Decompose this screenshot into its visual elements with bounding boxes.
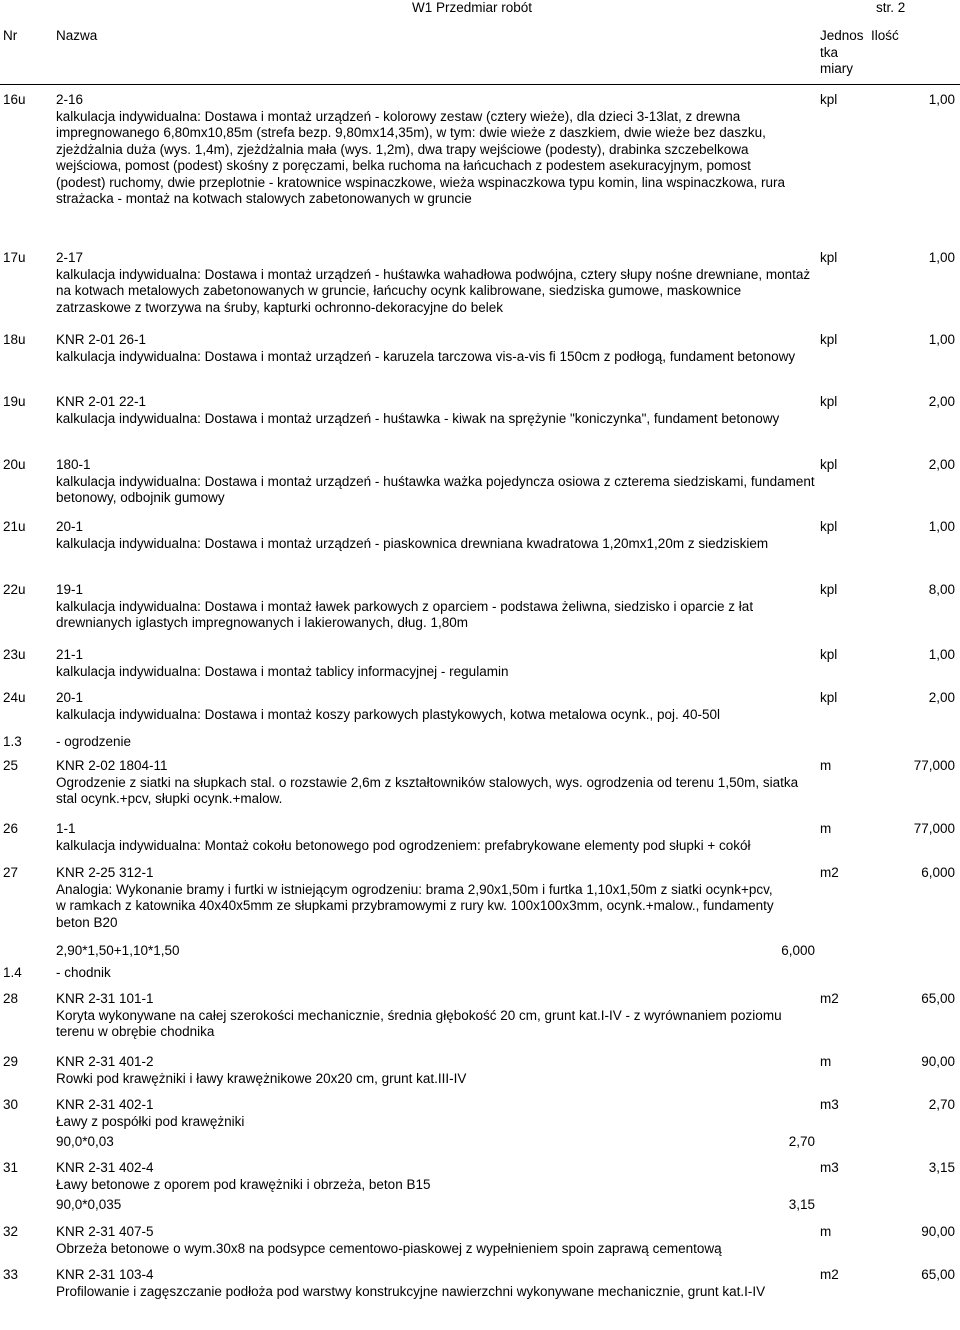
section-title: - chodnik xyxy=(56,965,111,980)
row-divider xyxy=(0,1259,960,1260)
document-title: W1 Przedmiar robót xyxy=(412,0,533,15)
item-description: kalkulacja indywidualna: Dostawa i montaż urządzeń - karuzela tarczowa vis-a-vis fi 150cm z podłogą, fundament betonowy xyxy=(56,348,796,364)
item-unit: kpl xyxy=(820,582,838,597)
item-description: kalkulacja indywidualna: Dostawa i montaż urządzeń - huśtawka wahadłowa podwójna, cztery słupy nośne drewniane, montaż na kotwach metalowych zabetonowanych w gruncie, łańcuchy ocynk kalibrowane, siedziska gumowe, maskownice zatrzaskowe z tworzywa na śruby, kapturki ochronno-dekoracyjne do belek xyxy=(56,266,811,315)
item-description: Ławy z pospółki pod krawężniki xyxy=(56,1113,245,1129)
item-quantity: 1,00 xyxy=(928,519,955,534)
calculation-value: 6,000 xyxy=(781,943,815,958)
item-unit: m2 xyxy=(820,991,839,1006)
row-divider xyxy=(0,84,960,85)
item-code: 21-1 xyxy=(56,647,84,662)
item-description: kalkulacja indywidualna: Montaż cokołu betonowego pod ogrodzeniem: prefabrykowane elementy pod słupki + cokół xyxy=(56,837,751,853)
row-divider xyxy=(0,242,960,243)
item-unit: m2 xyxy=(820,1267,839,1282)
item-code: 20-1 xyxy=(56,690,84,705)
row-divider xyxy=(0,813,960,814)
item-number: 21u xyxy=(3,519,26,534)
calculation-formula: 2,90*1,50+1,10*1,50 xyxy=(56,943,180,958)
row-divider xyxy=(0,449,960,450)
item-code: KNR 2-31 402-4 xyxy=(56,1160,154,1175)
item-number: 24u xyxy=(3,690,26,705)
item-description: kalkulacja indywidualna: Dostawa i montaż urządzeń - piaskownica drewniana kwadratowa 1,20mx1,20m z siedziskiem xyxy=(56,535,769,551)
item-number: 20u xyxy=(3,457,26,472)
item-unit: m xyxy=(820,1054,832,1069)
calculation-value: 2,70 xyxy=(788,1134,815,1149)
item-code: KNR 2-31 402-1 xyxy=(56,1097,154,1112)
item-unit: m xyxy=(820,821,832,836)
item-code: KNR 2-02 1804-11 xyxy=(56,758,168,773)
item-unit: kpl xyxy=(820,250,838,265)
item-quantity: 2,00 xyxy=(928,394,955,409)
item-quantity: 65,00 xyxy=(921,991,955,1006)
row-divider xyxy=(0,1152,960,1153)
item-number: 17u xyxy=(3,250,26,265)
item-description: kalkulacja indywidualna: Dostawa i montaż urządzeń - kolorowy zestaw (cztery wieże), dla dzieci 3-13lat, z drewna impregnowanego 6,80mx10,85m (strefa bezp. 9,80mx14,35m), w tym: dwie wieże z daszkiem, dwie wieże bez daszku, zjeżdżalnia duża (wys. 1,4m), zjeżdżalnia mała (wys. 1,2m), dwa trapy wejściowe (podesty), drabinka szczebelkowa wejściowa, pomost (podest) skośny z poręczami, belka ruchoma na łańcuchach z podestem asekuracyjnym, pomost (podest) ruchomy, dwie przeplotnie - kratownice wspinaczkowe, wieża wspinaczkowa typu komin, lina wspinaczkowa, rura strażacka - montaż na kotwach stalowych zabetonowanych w gruncie xyxy=(56,108,786,206)
item-number: 23u xyxy=(3,647,26,662)
item-unit: kpl xyxy=(820,519,838,534)
item-unit: m3 xyxy=(820,1097,839,1112)
item-description: Profilowanie i zagęszczanie podłoża pod warstwy konstrukcyjne nawierzchni wykonywane mechanicznie, grunt kat.I-IV xyxy=(56,1283,766,1299)
item-quantity: 77,000 xyxy=(913,821,955,836)
item-unit: kpl xyxy=(820,647,838,662)
row-divider xyxy=(0,639,960,640)
item-number: 29 xyxy=(3,1054,19,1069)
item-quantity: 65,00 xyxy=(921,1267,955,1282)
item-quantity: 8,00 xyxy=(928,582,955,597)
column-header-unit: Jednos tka miary xyxy=(820,28,864,76)
item-quantity: 77,000 xyxy=(913,758,955,773)
item-code: KNR 2-31 101-1 xyxy=(56,991,154,1006)
item-number: 16u xyxy=(3,92,26,107)
row-divider xyxy=(0,682,960,683)
item-number: 18u xyxy=(3,332,26,347)
column-header-nr: Nr xyxy=(3,28,18,43)
item-code: KNR 2-01 26-1 xyxy=(56,332,147,347)
row-divider xyxy=(0,511,960,512)
item-code: 1-1 xyxy=(56,821,76,836)
calculation-formula: 90,0*0,035 xyxy=(56,1197,122,1212)
item-number: 26 xyxy=(3,821,19,836)
item-description: kalkulacja indywidualna: Dostawa i montaż urządzeń - huśtawka - kiwak na sprężynie "koniczynka", fundament betonowy xyxy=(56,410,780,426)
section-number: 1.3 xyxy=(3,734,22,749)
item-number: 32 xyxy=(3,1224,19,1239)
item-code: KNR 2-31 407-5 xyxy=(56,1224,154,1239)
item-description: Analogia: Wykonanie bramy i furtki w istniejącym ogrodzeniu: brama 2,90x1,50m i furtka 1,10x1,50m z siatki ocynk+pcv, w ramkach z katownika 40x40x5mm ze słupkami przybramowymi z rury kw. 100x100x3mm, ocynk.+malow., fundamenty beton B20 xyxy=(56,881,774,930)
item-number: 31 xyxy=(3,1160,19,1175)
item-description: Ławy betonowe z oporem pod krawężniki i obrzeża, beton B15 xyxy=(56,1176,431,1192)
item-code: 19-1 xyxy=(56,582,84,597)
item-number: 19u xyxy=(3,394,26,409)
item-quantity: 3,15 xyxy=(928,1160,955,1175)
section-title: - ogrodzenie xyxy=(56,734,132,749)
row-divider xyxy=(0,1089,960,1090)
item-unit: kpl xyxy=(820,690,838,705)
item-description: Ogrodzenie z siatki na słupkach stal. o rozstawie 2,6m z kształtowników stalowych, wys. ogrodzenia od terenu 1,50m, siatka stal ocynk.+pcv, słupki ocynk.+malow. xyxy=(56,774,799,806)
item-code: 2-16 xyxy=(56,92,84,107)
item-quantity: 1,00 xyxy=(928,332,955,347)
item-unit: kpl xyxy=(820,92,838,107)
item-number: 27 xyxy=(3,865,19,880)
item-description: kalkulacja indywidualna: Dostawa i montaż koszy parkowych plastykowych, kotwa metalowa ocynk., poj. 40-50l xyxy=(56,706,721,722)
item-description: Koryta wykonywane na całej szerokości mechanicznie, średnia głębokość 20 cm, grunt kat.I-IV - z wyrównaniem poziomu terenu w obrębie chodnika xyxy=(56,1007,782,1039)
item-quantity: 1,00 xyxy=(928,250,955,265)
item-quantity: 90,00 xyxy=(921,1224,955,1239)
item-number: 25 xyxy=(3,758,19,773)
item-description: kalkulacja indywidualna: Dostawa i montaż urządzeń - huśtawka ważka pojedyncza osiowa z czterema siedziskami, fundament betonowy, odbojnik gumowy xyxy=(56,473,815,505)
item-unit: m xyxy=(820,1224,832,1239)
item-unit: m2 xyxy=(820,865,839,880)
row-divider xyxy=(0,857,960,858)
row-divider xyxy=(0,386,960,387)
item-quantity: 6,000 xyxy=(921,865,955,880)
item-description: kalkulacja indywidualna: Dostawa i montaż ławek parkowych z oparciem - podstawa żeliwna, siedzisko i oparcie z łat drewnianych iglastych impregnowanych i lakierowanych, dług. 1,80m xyxy=(56,598,754,630)
item-quantity: 2,70 xyxy=(928,1097,955,1112)
item-code: KNR 2-01 22-1 xyxy=(56,394,147,409)
page-number: str. 2 xyxy=(876,0,906,15)
item-code: KNR 2-25 312-1 xyxy=(56,865,154,880)
item-unit: m3 xyxy=(820,1160,839,1175)
row-divider xyxy=(0,324,960,325)
item-code: KNR 2-31 103-4 xyxy=(56,1267,154,1282)
row-divider xyxy=(0,574,960,575)
item-code: 20-1 xyxy=(56,519,84,534)
item-number: 33 xyxy=(3,1267,19,1282)
item-code: 2-17 xyxy=(56,250,84,265)
item-quantity: 90,00 xyxy=(921,1054,955,1069)
item-quantity: 2,00 xyxy=(928,690,955,705)
item-quantity: 1,00 xyxy=(928,92,955,107)
item-description: kalkulacja indywidualna: Dostawa i montaż tablicy informacyjnej - regulamin xyxy=(56,663,509,679)
column-header-name: Nazwa xyxy=(56,28,98,43)
row-divider xyxy=(0,1046,960,1047)
column-header-qty: Ilość xyxy=(871,28,899,43)
calculation-formula: 90,0*0,03 xyxy=(56,1134,114,1149)
item-quantity: 2,00 xyxy=(928,457,955,472)
item-number: 30 xyxy=(3,1097,19,1112)
item-unit: kpl xyxy=(820,332,838,347)
row-divider xyxy=(0,983,960,984)
section-number: 1.4 xyxy=(3,965,22,980)
item-unit: kpl xyxy=(820,457,838,472)
item-unit: m xyxy=(820,758,832,773)
item-number: 28 xyxy=(3,991,19,1006)
item-code: KNR 2-31 401-2 xyxy=(56,1054,154,1069)
item-code: 180-1 xyxy=(56,457,91,472)
item-description: Rowki pod krawężniki i ławy krawężnikowe 20x20 cm, grunt kat.III-IV xyxy=(56,1070,467,1086)
row-divider xyxy=(0,1216,960,1217)
item-number: 22u xyxy=(3,582,26,597)
row-divider xyxy=(0,750,960,751)
item-description: Obrzeża betonowe o wym.30x8 na podsypce cementowo-piaskowej z wypełnieniem spoin zaprawą cementową xyxy=(56,1240,722,1256)
item-quantity: 1,00 xyxy=(928,647,955,662)
item-unit: kpl xyxy=(820,394,838,409)
calculation-value: 3,15 xyxy=(788,1197,815,1212)
